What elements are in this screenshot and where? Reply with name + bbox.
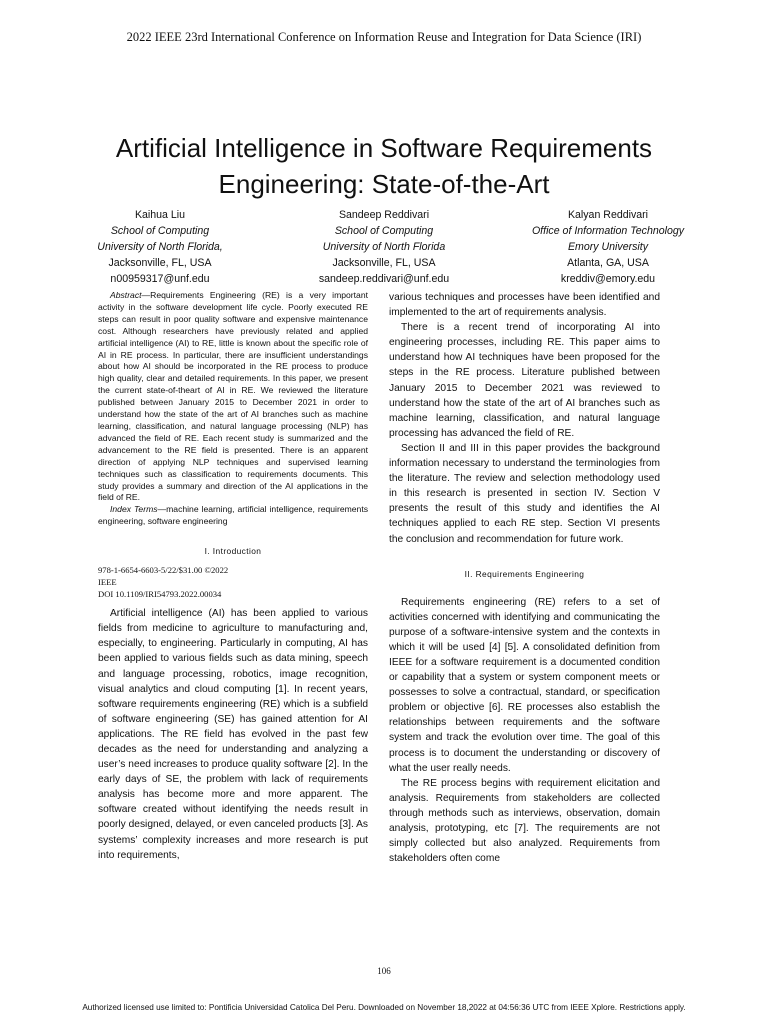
paper-title — [60, 130, 708, 202]
author-name: Sandeep Reddivari — [338, 209, 430, 221]
author-block — [60, 207, 708, 287]
author-dept: Office of Information Technology — [531, 225, 685, 237]
conference-header: 2022 IEEE 23rd International Conference on Information Reuse and Integration for Data Science (IRI) — [126, 30, 642, 44]
author-org: University of North Florida, — [97, 241, 223, 253]
author-org: Emory University — [567, 241, 649, 253]
author-dept: School of Computing — [110, 225, 210, 237]
page-number: 106 — [377, 966, 391, 976]
title-line-2: Engineering: State-of-the-Art — [218, 169, 550, 199]
author-email: n00959317@unf.edu — [110, 273, 210, 285]
author-3 — [508, 207, 708, 287]
author-email: kreddiv@emory.edu — [560, 273, 656, 285]
left-column — [98, 290, 368, 863]
paragraph-sections: Section II and III in this paper provides the background information necessary to understand the terminologies from the literature. The review and selection methodology used in this research is presented in section IV. Section V presents the result of this study and identifies the AI techniques applied to each RE step. Section VI presents the conclusion and recommendation for future work. — [389, 442, 660, 545]
doi: DOI 10.1109/IRI54793.2022.00034 — [98, 589, 222, 600]
section-heading-introduction: I. Introduction — [204, 546, 262, 557]
section-heading-requirements-engineering: II. Requirements Engineering — [464, 568, 585, 579]
copyright-meta — [98, 564, 368, 600]
author-location: Jacksonville, FL, USA — [332, 257, 436, 269]
right-column — [389, 290, 660, 866]
abstract-text: —Requirements Engineering (RE) is a very important activity in the software development life cycle. Poorly executed RE steps can result in poor quality software and expensive maintenance cost. Although researchers have previously related and applied artificial intelligence (AI) to RE, little is known about the specific role of AI in RE process. In particular, there are insufficient understandings about how AI should be incorporated in the RE process to produce high quality, clear and detailed requirements. In this paper, we present the current state-of-theart of AI in RE. We reviewed the literature published between January 2015 to December 2021 in order to understand how the state of the art of AI branches such as machine learning, classification, and natural language processing (NLP) has advanced the field of RE. Each recent study is summarized and the advancement to the RE field is presented. There is an apparent direction of applying NLP techniques and supervised learning techniques such as classification to requirements documents. This study provides a summary and direction of the AI applications in the field of RE. — [98, 290, 368, 503]
author-dept: School of Computing — [334, 225, 434, 237]
abstract — [98, 290, 368, 504]
abstract-label: Abstract — [110, 290, 142, 300]
author-2 — [284, 207, 484, 287]
author-1 — [60, 207, 260, 287]
index-terms — [98, 504, 368, 528]
index-terms-label: Index Terms — [110, 504, 158, 515]
paragraph-re-definition: Requirements engineering (RE) refers to a set of activities concerned with identifying and communicating the purpose of a software-intensive system and the contexts in which it will be used [4] [5]. A consolidated definition from IEEE for a software requirement is a documented condition or capability that a system or system component meets or possesses to solve a contractual, standard, or specification problem or objective [6]. RE processes also establish the relationships between requirements and the software system and track the evolution over time. The goal of this process is to document the understanding or discovery of what the user really needs. — [389, 596, 660, 774]
license-footer: Authorized licensed use limited to: Pontificia Universidad Catolica Del Peru. Downloaded on November 18,2022 at 04:56:36 UTC from IEEE Xplore. Restrictions apply. — [82, 1003, 686, 1012]
author-org: University of North Florida — [322, 241, 446, 253]
index-terms-text: —machine learning, artificial intelligence, requirements engineering, software engineering — [98, 504, 369, 527]
isbn-price: 978-1-6654-6603-5/22/$31.00 ©2022 — [98, 565, 229, 576]
intro-paragraph: Artificial intelligence (AI) has been applied to various fields from medicine to agriculture to manufacturing and, especially, to engineering. Particularly in computing, AI has been applied to various fields such as data mining, speech and language processing, robotics, image recognition, visual analytics and cloud computing [1]. In recent years, software requirements engineering (RE) which is a subfield of software engineering (SE) has gained attention for AI applications. The RE field has evolved in the past few decades as the need for understanding and analyzing a user’s need increases to produce quality software [2]. In the early days of SE, the problem with lack of requirements analysis has become more and more apparent. The software created without identifying the needs result in poorly designed, delayed, or even canceled products [3]. As systems’ complexity increases and more research is put into requirements, — [98, 608, 368, 861]
author-location: Atlanta, GA, USA — [567, 257, 649, 269]
paragraph-ai-trend: There is a recent trend of incorporating AI into engineering processes, including RE. This paper aims to understand how AI techniques have been proposed for the steps in the RE process. Literature published between January 2015 to December 2021 was reviewed to understand how the state of the art of AI branches such as machine learning, classification, and natural language processing has advanced the field of RE. — [389, 322, 660, 439]
author-name: Kalyan Reddivari — [567, 209, 649, 221]
author-email: sandeep.reddivari@unf.edu — [318, 273, 450, 285]
title-line-1: Artificial Intelligence in Software Requirements — [115, 133, 653, 163]
paragraph-re-process: The RE process begins with requirement elicitation and analysis. Requirements from stakeholders are collected through methods such as interviews, observation, domain analysis, prototyping, etc [7]. The requirements are not simply collected but also analyzed. Requirements from stakeholders often come — [389, 777, 660, 865]
author-location: Jacksonville, FL, USA — [108, 257, 212, 269]
publisher: IEEE — [98, 577, 117, 588]
author-name: Kaihua Liu — [134, 209, 186, 221]
continued-paragraph: various techniques and processes have been identified and implemented to the art of requirements analysis. — [389, 292, 660, 319]
